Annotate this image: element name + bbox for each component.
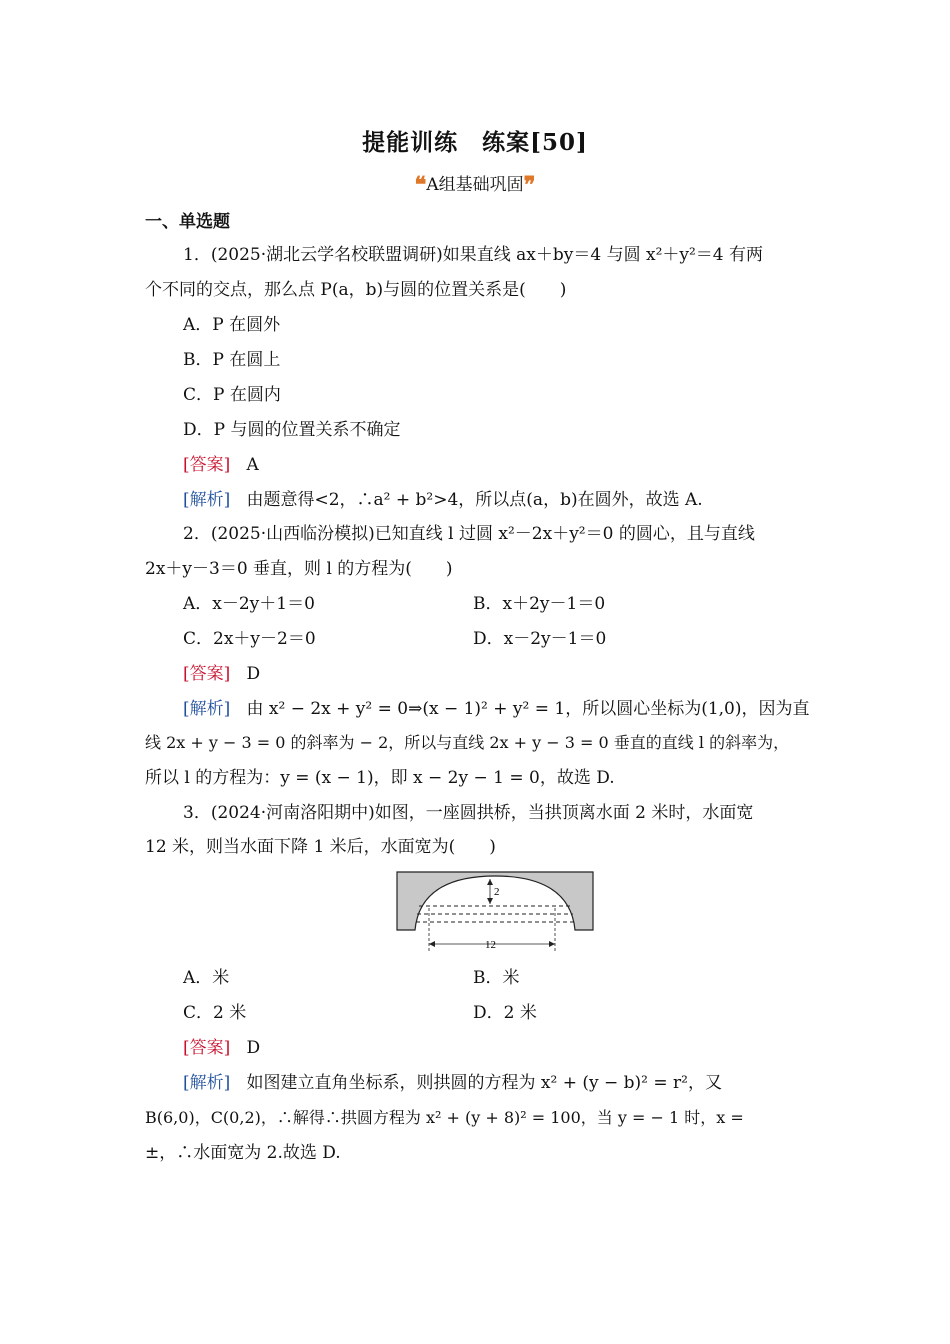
q2-option-b: B．x＋2y－1＝0	[473, 594, 606, 614]
q3-option-b: B．米	[473, 968, 520, 988]
open-quote-icon: ❝	[414, 172, 427, 198]
q2-option-a: A．x－2y＋1＝0	[183, 594, 315, 614]
q2-analysis-line1	[183, 697, 810, 721]
answer-tag: [答案]	[183, 1038, 231, 1058]
q2-option-d: D．x－2y－1＝0	[473, 629, 607, 649]
q1-option-c: C．P 在圆内	[183, 385, 281, 405]
q2-stem-line1: 2．(2025·山西临汾模拟)已知直线 l 过圆 x²－2x＋y²＝0 的圆心，且与直线	[183, 524, 755, 544]
group-label: A组基础巩固	[426, 175, 524, 195]
q2-answer	[183, 662, 260, 686]
q1-answer	[183, 453, 259, 477]
q2-analysis-line2: 线 2x + y − 3 = 0 的斜率为 − 2，所以与直线 2x + y − 3 = 0 垂直的直线 l 的斜率为，	[145, 733, 790, 752]
q1-option-b: B．P 在圆上	[183, 350, 281, 370]
q3-analysis-line3: ±，∴水面宽为 2.故选 D.	[145, 1143, 341, 1163]
q1-analysis	[183, 488, 703, 512]
close-quote-icon: ❞	[523, 172, 536, 198]
q1-stem-line1: 1．(2025·湖北云学名校联盟调研)如果直线 ax＋by＝4 与圆 x²＋y²＝4 有两	[183, 245, 764, 265]
section-heading: 一、单选题	[145, 212, 230, 232]
group-banner	[0, 170, 950, 198]
analysis-text: 由题意得<2，∴a² + b²>4，所以点(a，b)在圆外，故选 A.	[246, 490, 703, 510]
page-title: 提能训练 练案[50]	[362, 129, 588, 156]
q3-option-d: D．2 米	[473, 1003, 537, 1023]
arch-bridge-figure	[395, 868, 595, 960]
q3-option-c: C．2 米	[183, 1003, 247, 1023]
bridge-body	[397, 872, 593, 930]
answer-tag: [答案]	[183, 455, 231, 475]
analysis-tag: [解析]	[183, 490, 231, 510]
analysis-text: 如图建立直角坐标系，则拱圆的方程为 x² + (y − b)² = r²，又	[246, 1073, 722, 1093]
answer-value: D	[246, 664, 261, 684]
analysis-tag: [解析]	[183, 699, 231, 719]
q2-stem-line2: 2x＋y－3＝0 垂直，则 l 的方程为( )	[145, 559, 453, 579]
q3-analysis-line2: B(6,0)，C(0,2)，∴解得∴拱圆方程为 x² + (y + 8)² = 100，当 y = − 1 时，x =	[145, 1108, 744, 1127]
analysis-text: 由 x² − 2x + y² = 0⇒(x − 1)² + y² = 1，所以圆心坐标为(1,0)，因为直	[246, 699, 810, 719]
height-label: 2	[494, 886, 500, 898]
q3-option-a: A．米	[183, 968, 230, 988]
q3-stem-line1: 3．(2024·河南洛阳期中)如图，一座圆拱桥，当拱顶离水面 2 米时，水面宽	[183, 803, 754, 823]
analysis-tag: [解析]	[183, 1073, 231, 1093]
answer-value: D	[246, 1038, 261, 1058]
q1-option-d: D．P 与圆的位置关系不确定	[183, 420, 401, 440]
q1-option-a: A．P 在圆外	[183, 315, 281, 335]
q3-stem-line2: 12 米，则当水面下降 1 米后，水面宽为( )	[145, 837, 496, 857]
width-label: 12	[485, 939, 496, 951]
q3-answer	[183, 1036, 260, 1060]
q2-analysis-line3: 所以 l 的方程为：y = (x − 1)，即 x − 2y − 1 = 0，故选 D.	[145, 768, 615, 788]
q2-option-c: C．2x＋y－2＝0	[183, 629, 316, 649]
q1-stem-line2: 个不同的交点，那么点 P(a，b)与圆的位置关系是( )	[145, 280, 567, 300]
answer-value: A	[246, 455, 259, 475]
q3-analysis-line1	[183, 1071, 722, 1095]
answer-tag: [答案]	[183, 664, 231, 684]
